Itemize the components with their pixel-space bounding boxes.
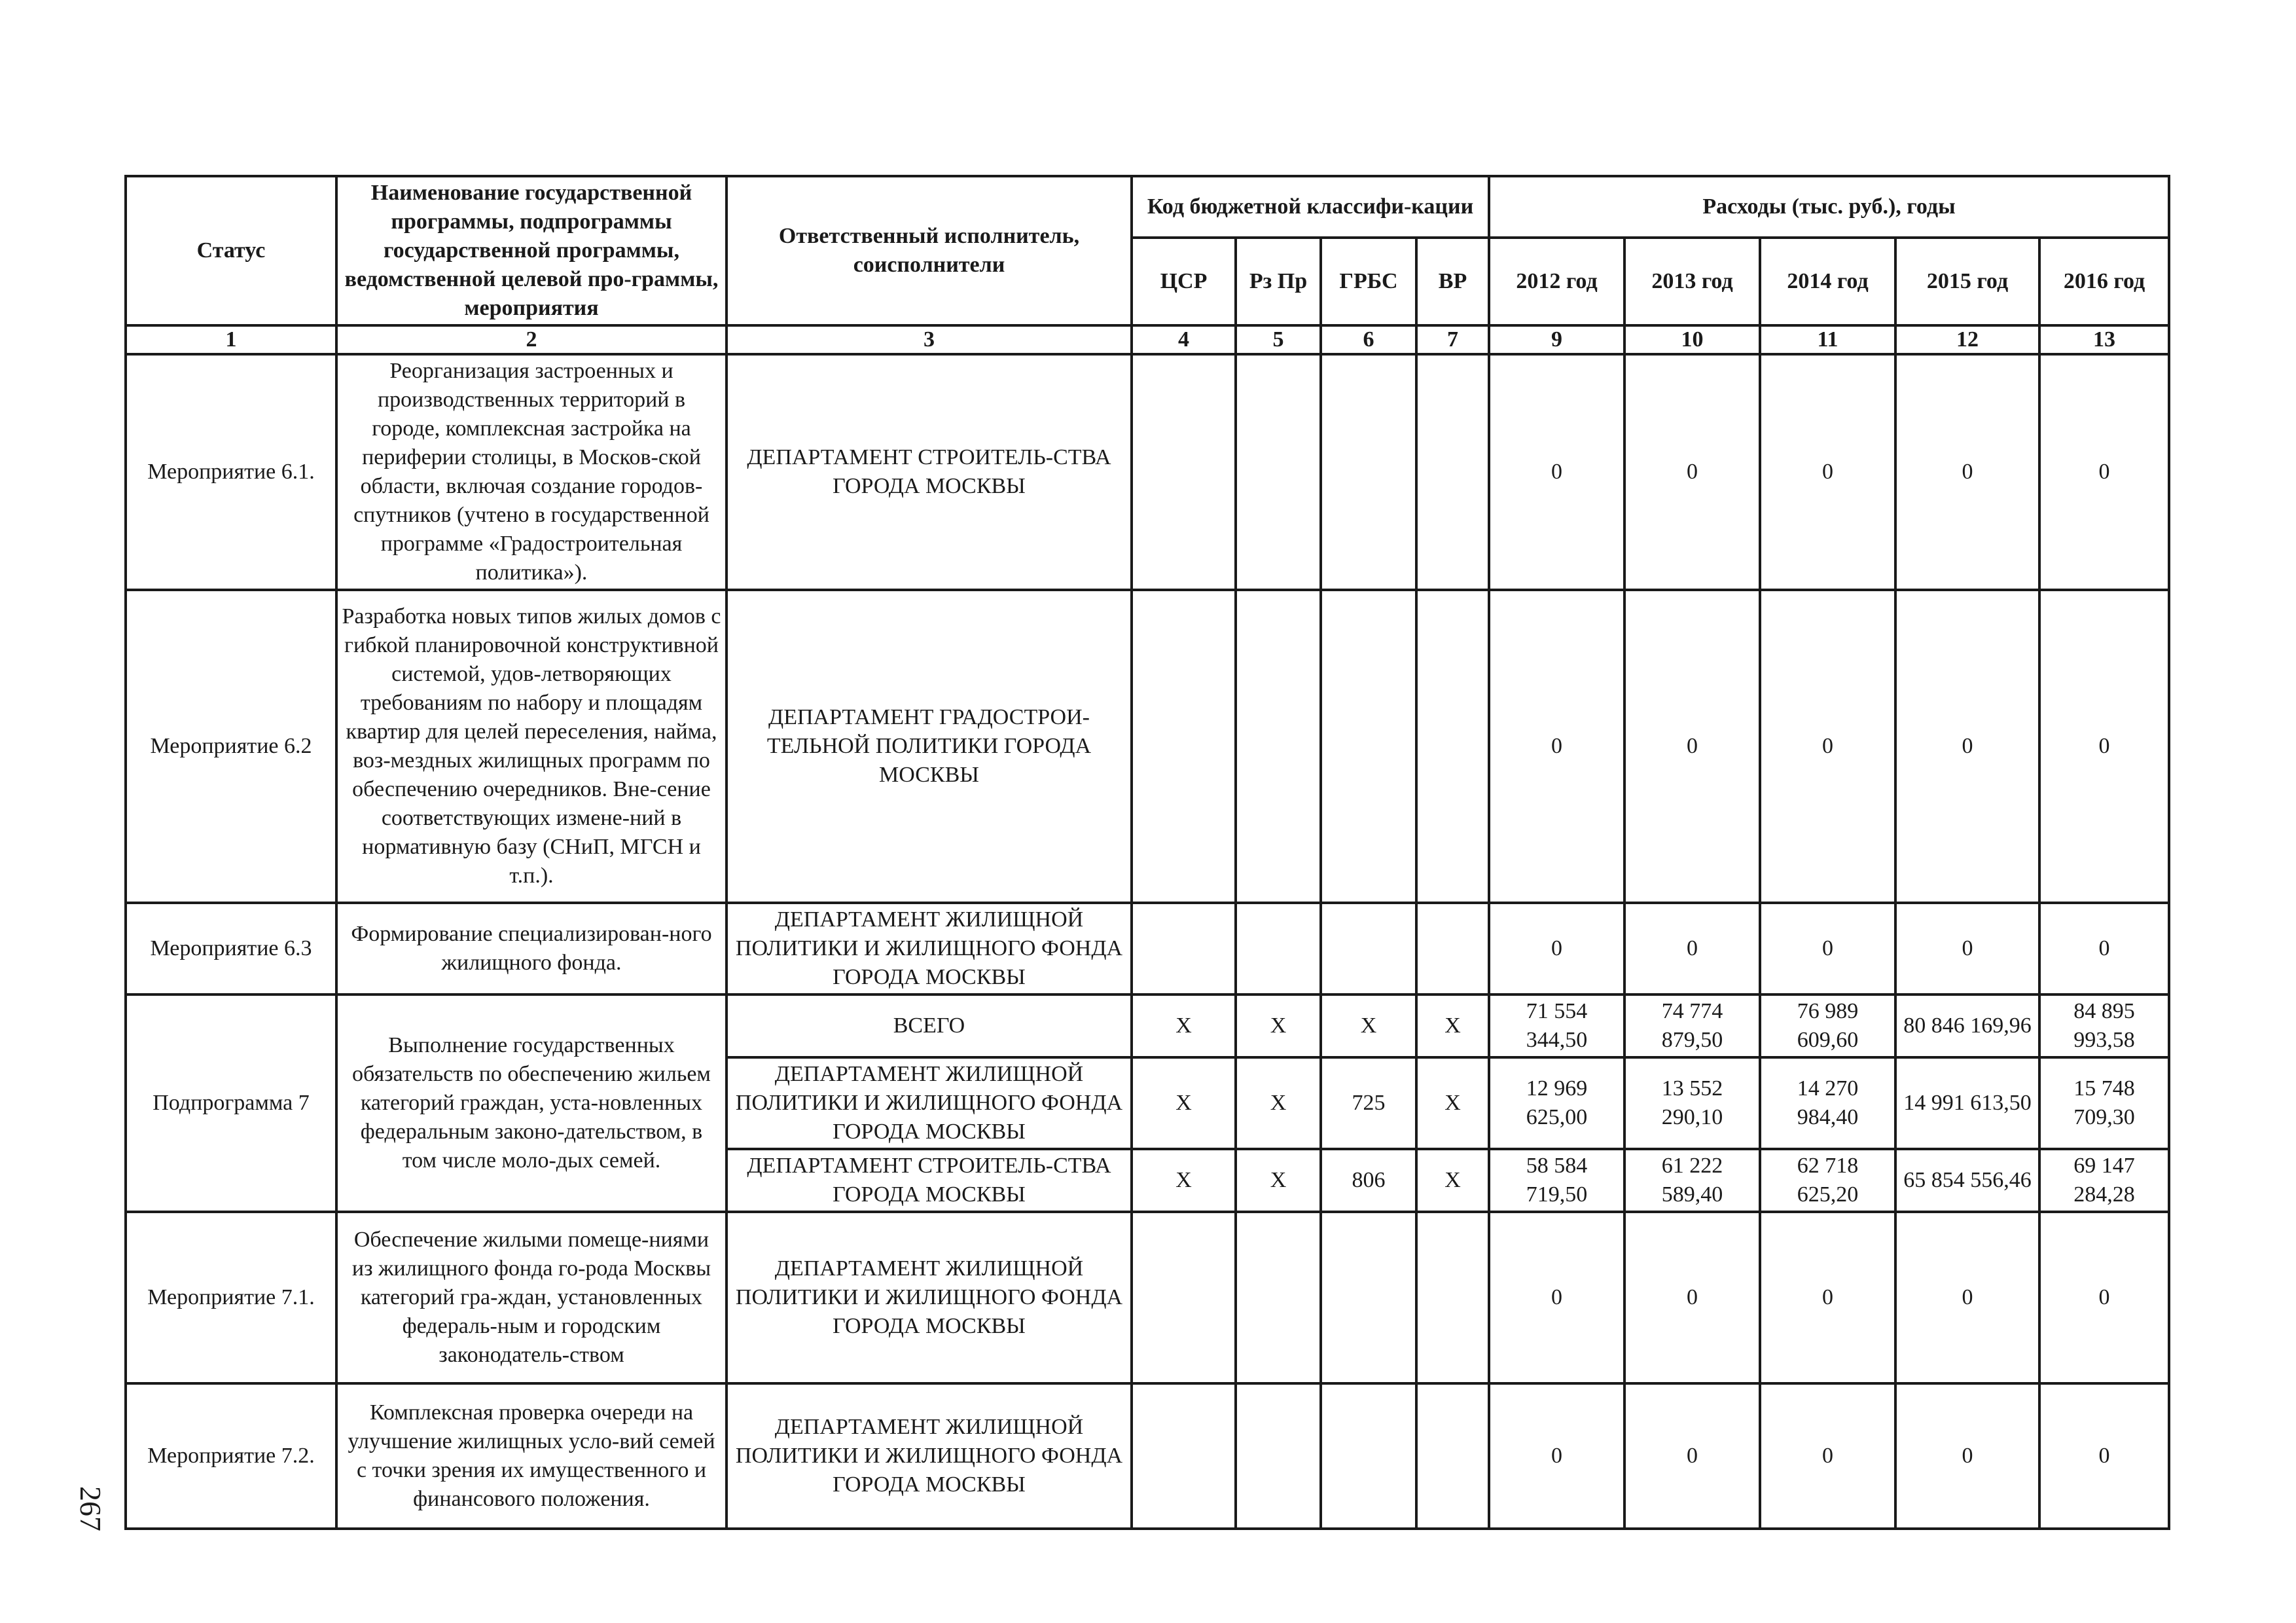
- header-executor: Ответственный исполнитель, соисполнители: [726, 176, 1132, 325]
- header-grbs: ГРБС: [1321, 238, 1416, 325]
- column-number: 10: [1624, 325, 1760, 354]
- header-2012: 2012 год: [1489, 238, 1624, 325]
- column-number: 1: [126, 325, 336, 354]
- status-cell: Мероприятие 6.1.: [126, 354, 336, 590]
- vr-cell: Х: [1416, 1057, 1489, 1149]
- amount-2015-cell: 0: [1895, 1383, 2039, 1529]
- header-name: Наименование государственной программы, подпрограммы государственной программы, ведомственной целевой про-граммы, мероприятия: [336, 176, 726, 325]
- executor-cell: ДЕПАРТАМЕНТ ЖИЛИЩНОЙ ПОЛИТИКИ И ЖИЛИЩНОГО ФОНДА ГОРОДА МОСКВЫ: [726, 1212, 1132, 1383]
- header-2013: 2013 год: [1624, 238, 1760, 325]
- table-row: [126, 903, 2169, 994]
- vr-cell: [1416, 590, 1489, 903]
- subprogram-row-total: [126, 994, 2169, 1057]
- amount-2016-cell: 0: [2039, 354, 2169, 590]
- amount-2015-cell: 14 991 613,50: [1895, 1057, 2039, 1149]
- executor-cell: ДЕПАРТАМЕНТ СТРОИТЕЛЬ-СТВА ГОРОДА МОСКВЫ: [726, 354, 1132, 590]
- column-number: 2: [336, 325, 726, 354]
- executor-cell: ДЕПАРТАМЕНТ ЖИЛИЩНОЙ ПОЛИТИКИ И ЖИЛИЩНОГО ФОНДА ГОРОДА МОСКВЫ: [726, 1383, 1132, 1529]
- executor-cell: ДЕПАРТАМЕНТ ГРАДОСТРОИ-ТЕЛЬНОЙ ПОЛИТИКИ ГОРОДА МОСКВЫ: [726, 590, 1132, 903]
- grbs-cell: [1321, 1212, 1416, 1383]
- status-cell: Мероприятие 6.3: [126, 903, 336, 994]
- column-number-row: [126, 325, 2169, 354]
- grbs-cell: [1321, 354, 1416, 590]
- grbs-cell: [1321, 1383, 1416, 1529]
- csr-cell: Х: [1132, 1057, 1236, 1149]
- amount-2013-cell: 0: [1624, 354, 1760, 590]
- vr-cell: [1416, 354, 1489, 590]
- amount-2012-cell: 58 584 719,50: [1489, 1149, 1624, 1212]
- amount-2015-cell: 65 854 556,46: [1895, 1149, 2039, 1212]
- executor-cell: ДЕПАРТАМЕНТ ЖИЛИЩНОЙ ПОЛИТИКИ И ЖИЛИЩНОГО ФОНДА ГОРОДА МОСКВЫ: [726, 903, 1132, 994]
- header-rzpr: Рз Пр: [1236, 238, 1321, 325]
- rzpr-cell: [1236, 1383, 1321, 1529]
- amount-2013-cell: 0: [1624, 903, 1760, 994]
- amount-2013-cell: 61 222 589,40: [1624, 1149, 1760, 1212]
- amount-2016-cell: 15 748 709,30: [2039, 1057, 2169, 1149]
- column-number: 7: [1416, 325, 1489, 354]
- page-number: 267: [74, 1486, 107, 1531]
- column-number: 4: [1132, 325, 1236, 354]
- amount-2015-cell: 0: [1895, 590, 2039, 903]
- column-number: 11: [1760, 325, 1895, 354]
- amount-2016-cell: 84 895 993,58: [2039, 994, 2169, 1057]
- vr-cell: Х: [1416, 994, 1489, 1057]
- amount-2015-cell: 0: [1895, 903, 2039, 994]
- amount-2016-cell: 0: [2039, 590, 2169, 903]
- amount-2014-cell: 0: [1760, 903, 1895, 994]
- column-number: 3: [726, 325, 1132, 354]
- csr-cell: [1132, 1383, 1236, 1529]
- amount-2012-cell: 0: [1489, 354, 1624, 590]
- grbs-cell: Х: [1321, 994, 1416, 1057]
- table-row: [126, 354, 2169, 590]
- amount-2014-cell: 0: [1760, 354, 1895, 590]
- vr-cell: Х: [1416, 1149, 1489, 1212]
- csr-cell: [1132, 590, 1236, 903]
- amount-2014-cell: 0: [1760, 1212, 1895, 1383]
- csr-cell: [1132, 903, 1236, 994]
- name-cell: Комплексная проверка очереди на улучшение жилищных усло-вий семей с точки зрения их имущественного и финансового положения.: [336, 1383, 726, 1529]
- table-row: [126, 1383, 2169, 1529]
- grbs-cell: 806: [1321, 1149, 1416, 1212]
- amount-2016-cell: 0: [2039, 1383, 2169, 1529]
- amount-2014-cell: 0: [1760, 1383, 1895, 1529]
- vr-cell: [1416, 1212, 1489, 1383]
- rzpr-cell: Х: [1236, 1057, 1321, 1149]
- header-expenses: Расходы (тыс. руб.), годы: [1489, 176, 2169, 238]
- status-cell: Мероприятие 6.2: [126, 590, 336, 903]
- header-vr: ВР: [1416, 238, 1489, 325]
- executor-cell: ВСЕГО: [726, 994, 1132, 1057]
- amount-2012-cell: 71 554 344,50: [1489, 994, 1624, 1057]
- column-number: 9: [1489, 325, 1624, 354]
- name-cell: Формирование специализирован-ного жилищного фонда.: [336, 903, 726, 994]
- amount-2013-cell: 13 552 290,10: [1624, 1057, 1760, 1149]
- amount-2014-cell: 0: [1760, 590, 1895, 903]
- header-2015: 2015 год: [1895, 238, 2039, 325]
- grbs-cell: [1321, 903, 1416, 994]
- header-2014: 2014 год: [1760, 238, 1895, 325]
- amount-2013-cell: 74 774 879,50: [1624, 994, 1760, 1057]
- amount-2012-cell: 0: [1489, 903, 1624, 994]
- subprogram-status-cell: Подпрограмма 7: [126, 994, 336, 1212]
- header-csr: ЦСР: [1132, 238, 1236, 325]
- amount-2013-cell: 0: [1624, 1383, 1760, 1529]
- header-2016: 2016 год: [2039, 238, 2169, 325]
- header-status: Статус: [126, 176, 336, 325]
- rzpr-cell: Х: [1236, 1149, 1321, 1212]
- name-cell: Разработка новых типов жилых домов с гибкой планировочной конструктивной системой, удов-летворяющих требованиям по набору и площадям квартир для целей переселения, найма, воз-мездных жилищных программ по обеспечению очередников. Вне-сение соответствующих измене-ний в нормативную базу (СНиП, МГСН и т.п.).: [336, 590, 726, 903]
- amount-2016-cell: 0: [2039, 903, 2169, 994]
- executor-cell: ДЕПАРТАМЕНТ СТРОИТЕЛЬ-СТВА ГОРОДА МОСКВЫ: [726, 1149, 1132, 1212]
- grbs-cell: [1321, 590, 1416, 903]
- executor-cell: ДЕПАРТАМЕНТ ЖИЛИЩНОЙ ПОЛИТИКИ И ЖИЛИЩНОГО ФОНДА ГОРОДА МОСКВЫ: [726, 1057, 1132, 1149]
- column-number: 12: [1895, 325, 2039, 354]
- amount-2015-cell: 0: [1895, 354, 2039, 590]
- csr-cell: [1132, 1212, 1236, 1383]
- column-number: 13: [2039, 325, 2169, 354]
- header-budget-code: Код бюджетной классифи-кации: [1132, 176, 1489, 238]
- rzpr-cell: [1236, 354, 1321, 590]
- amount-2016-cell: 69 147 284,28: [2039, 1149, 2169, 1212]
- amount-2012-cell: 12 969 625,00: [1489, 1057, 1624, 1149]
- rzpr-cell: [1236, 903, 1321, 994]
- amount-2013-cell: 0: [1624, 590, 1760, 903]
- name-cell: Обеспечение жилыми помеще-ниями из жилищного фонда го-рода Москвы категорий гра-ждан, установленных федераль-ным и городским законодатель-ством: [336, 1212, 726, 1383]
- amount-2015-cell: 0: [1895, 1212, 2039, 1383]
- table-row: [126, 590, 2169, 903]
- budget-table: [124, 175, 2170, 1530]
- csr-cell: Х: [1132, 994, 1236, 1057]
- amount-2016-cell: 0: [2039, 1212, 2169, 1383]
- csr-cell: [1132, 354, 1236, 590]
- amount-2015-cell: 80 846 169,96: [1895, 994, 2039, 1057]
- amount-2012-cell: 0: [1489, 590, 1624, 903]
- amount-2012-cell: 0: [1489, 1212, 1624, 1383]
- rzpr-cell: [1236, 590, 1321, 903]
- amount-2014-cell: 62 718 625,20: [1760, 1149, 1895, 1212]
- status-cell: Мероприятие 7.1.: [126, 1212, 336, 1383]
- amount-2012-cell: 0: [1489, 1383, 1624, 1529]
- rzpr-cell: Х: [1236, 994, 1321, 1057]
- table-row: [126, 1212, 2169, 1383]
- amount-2014-cell: 14 270 984,40: [1760, 1057, 1895, 1149]
- rzpr-cell: [1236, 1212, 1321, 1383]
- status-cell: Мероприятие 7.2.: [126, 1383, 336, 1529]
- grbs-cell: 725: [1321, 1057, 1416, 1149]
- name-cell: Реорганизация застроенных и производственных территорий в городе, комплексная застройка на периферии столицы, в Москов-ской области, включая создание городов-спутников (учтено в государственной программе «Градостроительная политика»).: [336, 354, 726, 590]
- subprogram-name-cell: Выполнение государственных обязательств по обеспечению жильем категорий граждан, уста-новленных федеральным законо-дательством, в том числе моло-дых семей.: [336, 994, 726, 1212]
- column-number: 6: [1321, 325, 1416, 354]
- vr-cell: [1416, 903, 1489, 994]
- column-number: 5: [1236, 325, 1321, 354]
- vr-cell: [1416, 1383, 1489, 1529]
- amount-2013-cell: 0: [1624, 1212, 1760, 1383]
- amount-2014-cell: 76 989 609,60: [1760, 994, 1895, 1057]
- csr-cell: Х: [1132, 1149, 1236, 1212]
